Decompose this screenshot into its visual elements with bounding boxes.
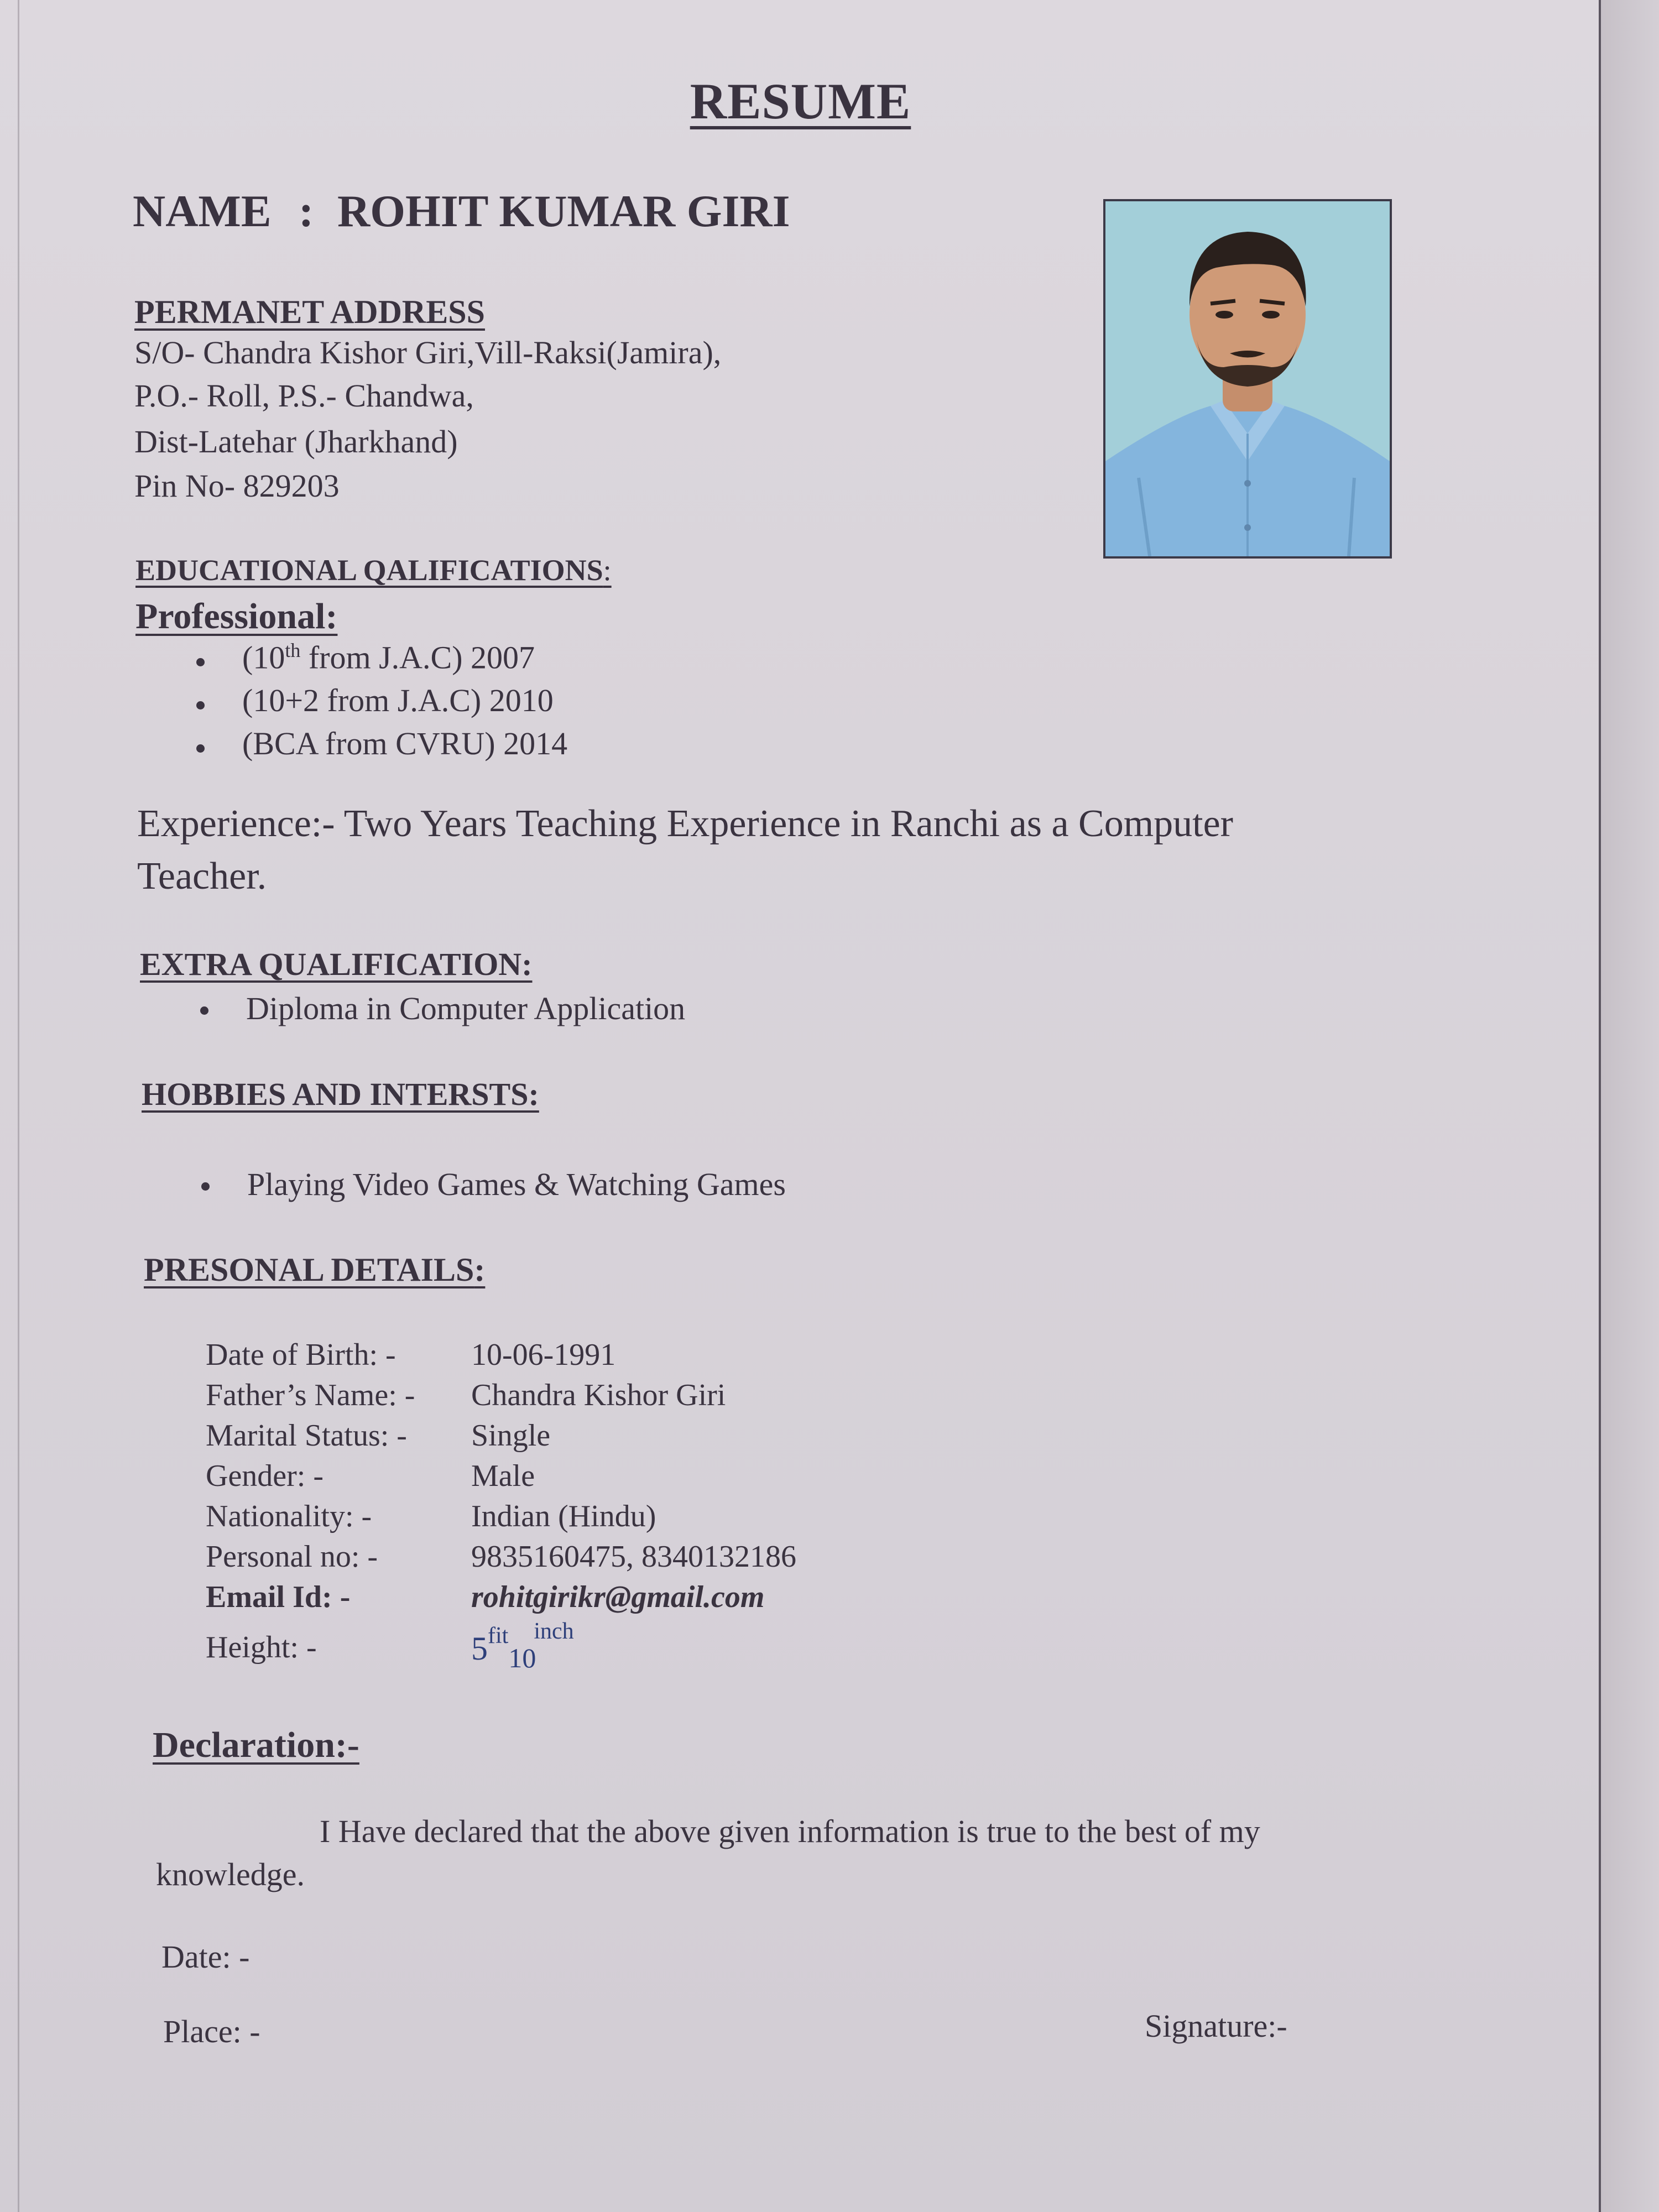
height-feet-unit: fit bbox=[488, 1623, 509, 1648]
education-item-1-pre: (10 bbox=[242, 639, 285, 676]
height-feet: 5 bbox=[471, 1630, 488, 1667]
name-label: NAME bbox=[133, 186, 272, 236]
signature-label: Signature:- bbox=[1145, 2008, 1287, 2044]
profile-photo bbox=[1103, 199, 1392, 559]
gender-value: Male bbox=[471, 1459, 535, 1493]
place-label: Place: - bbox=[163, 2013, 260, 2049]
height-inches: 10 bbox=[508, 1642, 536, 1673]
page-title: RESUME bbox=[690, 73, 911, 129]
extra-qualification-list bbox=[194, 990, 685, 1027]
list-item bbox=[190, 639, 567, 682]
list-item bbox=[190, 682, 567, 725]
experience-line-1: Experience:- Two Years Teaching Experience in Ranchi as a Computer bbox=[137, 802, 1233, 845]
extra-qualification-heading: EXTRA QUALIFICATION: bbox=[140, 946, 533, 982]
height-value bbox=[471, 1619, 576, 1673]
page-edge-line bbox=[18, 0, 19, 2212]
hobbies-heading: HOBBIES AND INTERSTS: bbox=[142, 1076, 539, 1112]
personal-details-heading-text: PRESONAL DETAILS bbox=[144, 1251, 474, 1288]
education-heading bbox=[135, 553, 612, 587]
declaration-line-1: I Have declared that the above given information is true to the best of my bbox=[320, 1813, 1260, 1849]
dob-label: Date of Birth: - bbox=[206, 1338, 396, 1372]
declaration-heading: Declaration:- bbox=[153, 1725, 359, 1765]
gender-label: Gender: - bbox=[206, 1459, 324, 1493]
address-line-4: Pin No- 829203 bbox=[134, 468, 340, 504]
personal-no-value: 9835160475, 8340132186 bbox=[471, 1540, 796, 1574]
list-item: Diploma in Computer Application bbox=[194, 990, 685, 1027]
hobbies-list bbox=[195, 1166, 786, 1203]
address-heading: PERMANET ADDRESS bbox=[134, 294, 486, 330]
professional-subheading: Professional: bbox=[135, 596, 338, 637]
background-strip bbox=[1601, 0, 1659, 2212]
height-inch-unit: inch bbox=[534, 1619, 574, 1644]
education-item-1-post: from J.A.C) 2007 bbox=[300, 639, 535, 676]
dob-value: 10-06-1991 bbox=[471, 1338, 616, 1372]
person-portrait-image bbox=[1105, 201, 1390, 556]
nationality-value: Indian (Hindu) bbox=[471, 1499, 656, 1533]
father-name-value: Chandra Kishor Giri bbox=[471, 1378, 726, 1412]
name-separator: : bbox=[299, 186, 314, 236]
personal-no-label: Personal no: - bbox=[206, 1540, 378, 1574]
marital-status-value: Single bbox=[471, 1418, 551, 1453]
declaration-line-2: knowledge. bbox=[156, 1856, 305, 1892]
education-item-2: (10+2 from J.A.C) 2010 bbox=[242, 682, 554, 718]
height-label: Height: - bbox=[206, 1630, 317, 1665]
address-line-3: Dist-Latehar (Jharkhand) bbox=[134, 424, 458, 460]
date-label: Date: - bbox=[161, 1939, 250, 1975]
education-item-3: (BCA from CVRU) 2014 bbox=[242, 726, 568, 761]
list-item: Playing Video Games & Watching Games bbox=[195, 1166, 786, 1203]
name-row bbox=[133, 185, 790, 237]
personal-details-heading-colon: : bbox=[474, 1251, 486, 1288]
experience-line-2: Teacher. bbox=[137, 855, 267, 898]
address-line-2: P.O.- Roll, P.S.- Chandwa, bbox=[134, 378, 474, 414]
email-label: Email Id: - bbox=[206, 1580, 351, 1614]
education-heading-colon: : bbox=[603, 554, 612, 587]
marital-status-label: Marital Status: - bbox=[206, 1418, 407, 1453]
email-value: rohitgirikr@gmail.com bbox=[471, 1580, 765, 1614]
education-list bbox=[190, 639, 567, 768]
address-line-1: S/O- Chandra Kishor Giri,Vill-Raksi(Jamira), bbox=[134, 335, 722, 371]
nationality-label: Nationality: - bbox=[206, 1499, 372, 1533]
education-item-1-sup: th bbox=[285, 639, 301, 661]
list-item bbox=[190, 725, 567, 768]
father-name-label: Father’s Name: - bbox=[206, 1378, 415, 1412]
education-heading-text: EDUCATIONAL QALIFICATIONS bbox=[135, 554, 603, 587]
name-value: ROHIT KUMAR GIRI bbox=[337, 186, 790, 236]
personal-details-heading bbox=[144, 1251, 485, 1289]
